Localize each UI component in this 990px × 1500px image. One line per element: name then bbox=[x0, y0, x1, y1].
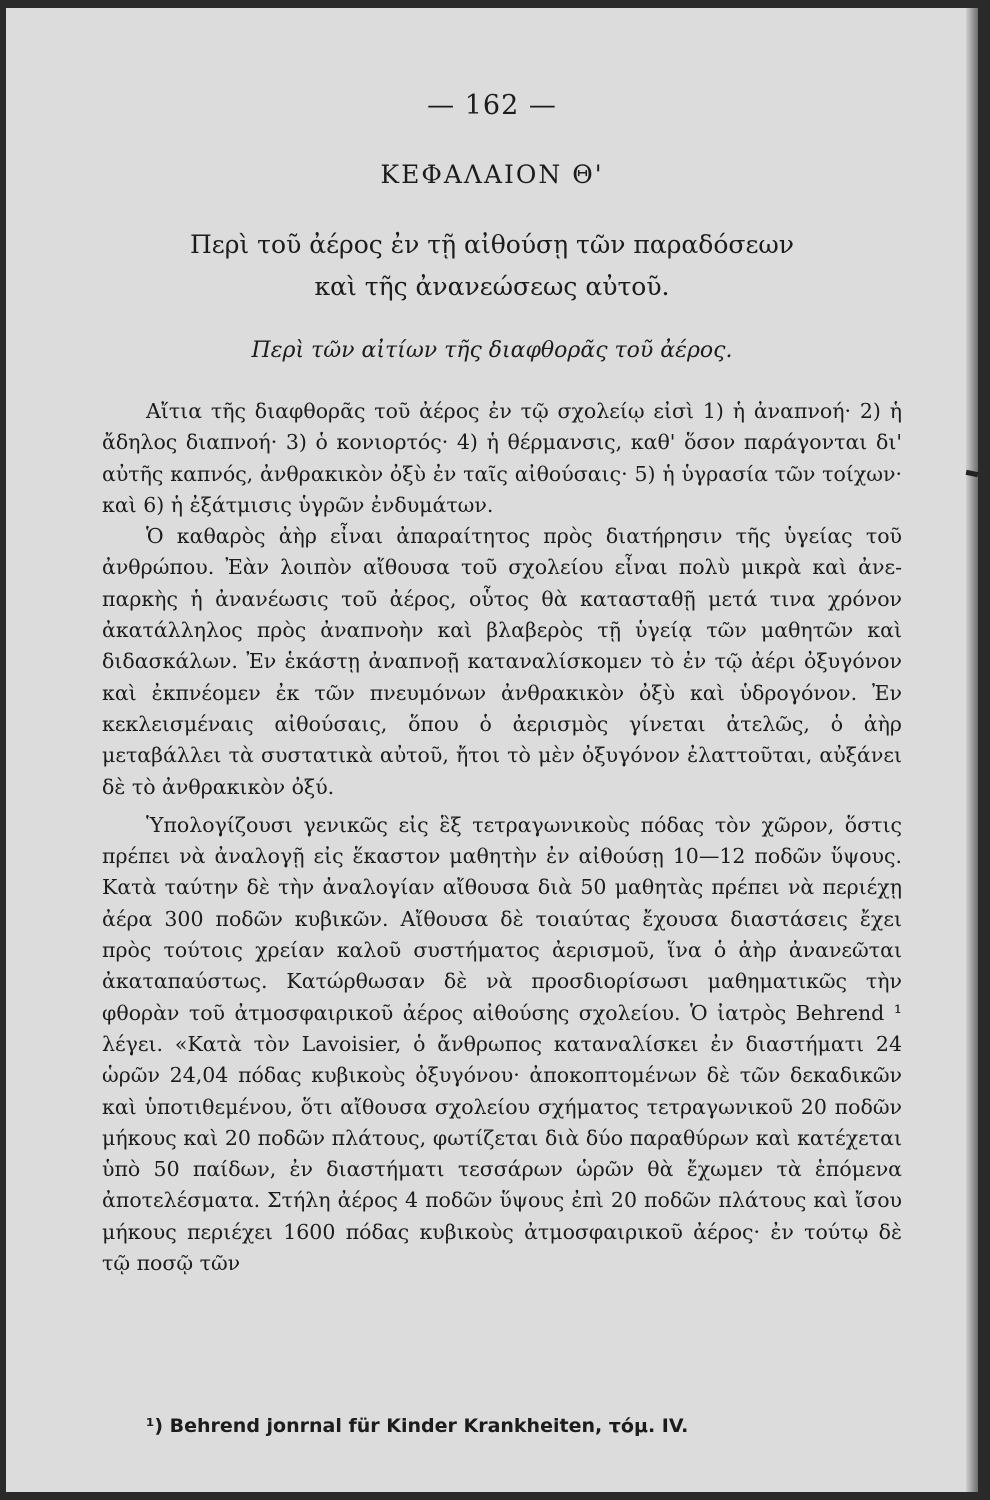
chapter-subtitle-line-2: καὶ τῆς ἀνανεώσεως αὐτοῦ. bbox=[314, 272, 670, 301]
paragraph-1: Αἴτια τῆς διαφθορᾶς τοῦ ἀέρος ἐν τῷ σχολείῳ εἰσὶ 1) ἡ ἀναπνοή· 2) ἡ ἄδηλος διαπνοή· 3) ὁ κονιορτός· 4) ἡ θέρμανσις, καθ' ὅσον παράγονται δι' αὐτῆς καπνός, ἀνθρακικὸν ὀξὺ ἐν ταῖς αἰθούσαις· 5) ἡ ὑγρασία τῶν τοίχων· καὶ 6) ἡ ἐξάτμισις ὑγρῶν ἐνδυμάτων. bbox=[102, 399, 902, 517]
body-text bbox=[102, 396, 902, 1279]
page-number: — 162 — bbox=[427, 90, 557, 121]
chapter-subtitle-line-1: Περὶ τοῦ ἀέρος ἐν τῇ αἰθούσῃ τῶν παραδόσεων bbox=[189, 230, 794, 259]
section-heading: Περὶ τῶν αἰτίων τῆς διαφθορᾶς τοῦ ἀέρος. bbox=[251, 338, 733, 363]
paragraph-2: Ὁ καθαρὸς ἀὴρ εἶναι ἀπαραίτητος πρὸς διατήρησιν τῆς ὑγείας τοῦ ἀνθρώπου. Ἐὰν λοιπὸν αἴθουσα τοῦ σχολείου εἶναι πολὺ μικρὰ καὶ ἀνεπαρκὴς ἡ ἀνανέωσις τοῦ ἀέρος, οὗτος θὰ κατασταθῇ μετά τινα χρόνον ἀκατάλληλος πρὸς ἀναπνοὴν καὶ βλαβερὸς τῇ ὑγείᾳ τῶν μαθητῶν καὶ διδασκάλων. Ἐν ἑκάστῃ ἀναπνοῇ καταναλίσκομεν τὸ ἐν τῷ ἀέρι ὀξυγόνον καὶ ἐκπνέομεν ἐκ τῶν πνευμόνων ἀνθρακικὸν ὀξὺ καὶ ὑδρογόνον. Ἐν κεκλεισμέναις αἰθούσαις, ὅπου ὁ ἀερισμὸς γίνεται ἀτελῶς, ὁ ἀὴρ μεταβάλλει τὰ συστατικὰ αὐτοῦ, ἤτοι τὸ μὲν ὀξυγόνον ἐλαττοῦται, αὐξάνει δὲ τὸ ἀνθρακικὸν ὀξύ. bbox=[102, 524, 902, 799]
footnote-marker: ¹) bbox=[146, 1415, 164, 1437]
footnote-text: Behrend jonrnal für Kinder Krankheiten, τόμ. IV. bbox=[169, 1415, 689, 1437]
paragraph-3: Ὑπολογίζουσι γενικῶς εἰς ἓξ τετραγωνικοὺς πόδας τὸν χῶρον, ὅστις πρέπει νὰ ἀναλογῇ εἰς ἕκαστον μαθητὴν ἐν αἰθούσῃ 10—12 ποδῶν ὕψους. Κατὰ ταύτην δὲ τὴν ἀναλογίαν αἴθουσα διὰ 50 μαθητὰς πρέπει νὰ περιέχῃ ἀέρα 300 ποδῶν κυβικῶν. Αἴθουσα δὲ τοιαύτας ἔχουσα διαστάσεις ἔχει πρὸς τούτοις χρείαν καλοῦ συστήματος ἀερισμοῦ, ἵνα ὁ ἀὴρ ἀνανεῶται ἀκαταπαύστως. Κατώρθωσαν δὲ νὰ προσδιορίσωσι μαθηματικῶς τὴν φθορὰν τοῦ ἀτμοσφαιρικοῦ ἀέρος αἰθούσης σχολείου. Ὁ ἰατρὸς Behrend ¹ λέγει. «Κατὰ τὸν Lavoisier, ὁ ἄνθρωπος καταναλίσκει ἐν διαστήματι 24 ὡρῶν 24,04 πόδας κυβικοὺς ὀξυγόνου· ἀποκοπτομένων δὲ τῶν δεκαδικῶν καὶ ὑποτιθεμένου, ὅτι αἴθουσα σχολείου σχήματος τετραγωνικοῦ 20 ποδῶν μήκους καὶ 20 ποδῶν πλάτους, φωτίζεται διὰ δύο παραθύρων καὶ κατέχεται ὑπὸ 50 παίδων, ἐν διαστήματι τεσσάρων ὡρῶν θὰ ἔχωμεν τὰ ἑπόμενα ἀποτελέσματα. Στήλη ἀέρος 4 ποδῶν ὕψους ἐπὶ 20 ποδῶν πλάτους καὶ ἴσου μήκους περιέχει 1600 πόδας κυβικοὺς ἀτμοσφαιρικοῦ ἀέρος· ἐν τούτῳ δὲ τῷ ποσῷ τῶν bbox=[102, 812, 902, 1276]
footnote bbox=[146, 1415, 906, 1437]
chapter-title: ΚΕΦΑΛΑΙΟΝ Θ' bbox=[380, 160, 604, 189]
book-page bbox=[6, 8, 978, 1492]
